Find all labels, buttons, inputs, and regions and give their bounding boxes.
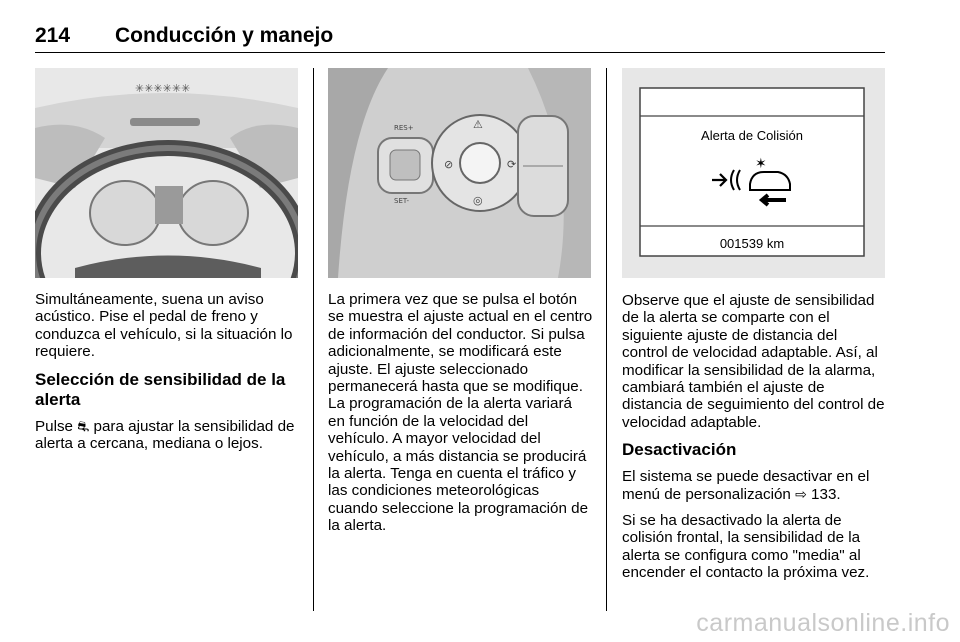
collision-alert-button-icon: ⛐ [77,417,90,434]
steering-wheel-illustration [35,68,298,278]
svg-text:⟳: ⟳ [507,158,517,171]
page-reference-icon: ⇨ [795,485,807,502]
column-3 [622,292,887,591]
driver-info-display [622,68,885,278]
svg-text:⚠: ⚠ [473,118,483,131]
dashboard-illustration [35,68,298,278]
paragraph: Pulse ⛐ para ajustar la sensibilidad de alerta a cercana, mediana o lejos. [35,417,295,453]
steering-controls-illustration [328,68,591,278]
paragraph: Si se ha desactivado la alerta de colisión frontal, la sensibilidad de la alerta se configura como "media" al encender el contacto la próxima vez. [622,512,870,582]
paragraph: La primera vez que se pulsa el botón se muestra el ajuste actual en el centro de información del conductor. Si pulsa adicionalmente, se modificará este ajuste. El ajuste seleccionado permanecerá hasta que se modifique. La programación de la alerta variará en función de la velocidad del vehículo. A mayor velocidad del vehículo, a más distancia se producirá la alerta. Tenga en cuenta el tráfico y las condiciones meteorológicas cuando seleccione la programación de la alerta. [328,291,593,535]
section-heading: Selección de sensibilidad de la alerta [35,369,286,409]
collision-alert-display [622,68,885,278]
column-2 [328,291,593,544]
paragraph: Simultáneamente, suena un aviso acústico. Pise el pedal de freno y conduzca el vehículo, si la situación lo requiere. [35,291,293,361]
svg-text:✳✳✳✳✳✳: ✳✳✳✳✳✳ [135,82,191,95]
svg-text:◎: ◎ [473,194,483,207]
display-title: Alerta de Colisión [701,128,803,143]
svg-text:⊘: ⊘ [444,158,454,171]
odometer-readout: 001539 km [719,236,785,251]
impact-star-icon: ✶ [755,156,767,172]
steering-controls-graphic [328,68,591,278]
column-divider [606,68,607,611]
page-number: 214 [35,24,71,47]
paragraph: Observe que el ajuste de sensibilidad de la alerta se comparte con el siguiente ajuste de distancia del control de velocidad adaptable. Así, al modificar la sensibilidad de la alarma, cambiará también el ajuste de distancia de seguimiento del control de velocidad adaptable. [622,292,885,431]
column-divider [313,68,314,611]
watermark: carmanualsonline.info [696,609,950,637]
set-label: SET- [394,197,410,205]
chapter-title: Conducción y manejo [115,24,334,47]
page-header [35,24,885,53]
section-heading: Desactivación [622,440,737,460]
paragraph: El sistema se puede desactivar en el menú de personalización ⇨ 133. [622,468,870,503]
res-label: RES+ [394,124,414,132]
column-1 [35,291,300,461]
page-reference-link[interactable]: 133. [811,485,841,503]
